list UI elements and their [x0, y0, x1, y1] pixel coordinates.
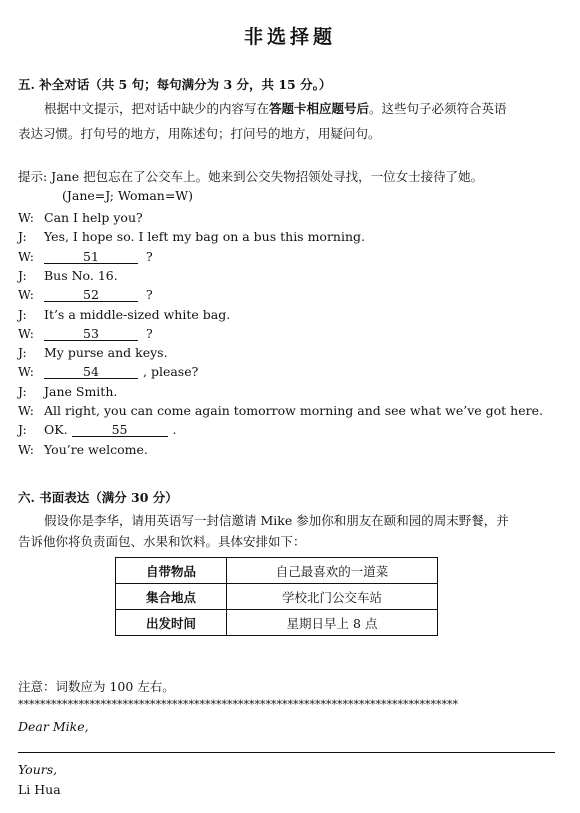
- page-title: 非选择题: [243, 26, 336, 48]
- table-value: 学校北门公交车站: [227, 584, 438, 610]
- speaker-label: J:: [18, 229, 27, 245]
- speaker-label: W:: [18, 325, 34, 341]
- dialogue-punctuation: , please?: [143, 364, 199, 380]
- section6-prompt-line2: 告诉他你将负责面包、水果和饮料。具体安排如下：: [18, 534, 306, 549]
- section5-heading: 五. 补全对话（共 5 句；每句满分为 3 分，共 15 分。）: [18, 77, 332, 92]
- dialogue-line: [18, 403, 543, 418]
- speaker-label: W:: [18, 441, 34, 457]
- speaker-label: W:: [18, 287, 34, 303]
- table-row: [116, 584, 438, 610]
- table-row: [116, 558, 438, 584]
- dialogue-text: You’re welcome.: [44, 441, 148, 457]
- dialogue-text: Yes, I hope so. I left my bag on a bus this morning.: [44, 229, 366, 245]
- dialogue-text: My purse and keys.: [44, 345, 168, 361]
- speaker-label: J:: [18, 383, 27, 399]
- dialogue-line: [18, 249, 153, 264]
- dialogue-punctuation: ?: [146, 248, 153, 264]
- letter-closing: Yours,: [18, 762, 58, 777]
- section6-prompt-line1: 假设你是李华，请用英语写一封信邀请 Mike 参加你和朋友在颐和园的周末野餐，并: [44, 513, 509, 528]
- dialogue-line: [18, 384, 117, 399]
- instruction-text-b: 。这些句子必须符合英语: [369, 101, 507, 116]
- answer-blank[interactable]: 55: [72, 423, 168, 437]
- letter-greeting: Dear Mike,: [18, 719, 89, 734]
- word-count-note: 注意：词数应为 100 左右。: [18, 679, 175, 694]
- table-key: 集合地点: [116, 584, 227, 610]
- dialogue-text: All right, you can come again tomorrow morning and see what we’ve got here.: [44, 403, 543, 418]
- dialogue-line: [18, 422, 177, 437]
- dialogue-punctuation: .: [172, 422, 177, 438]
- dialogue-text: It’s a middle-sized white bag.: [44, 306, 231, 322]
- dialogue-text: OK.: [44, 422, 68, 438]
- section5-instruction-line2: 表达习惯。打句号的地方，用陈述句；打问号的地方，用疑问句。: [18, 126, 381, 141]
- letter-signature: Li Hua: [18, 782, 61, 797]
- section5-instruction-line1: [44, 99, 507, 117]
- dialogue-text: Jane Smith.: [44, 383, 118, 399]
- speaker-label: J:: [18, 422, 27, 438]
- dialogue-punctuation: ?: [146, 287, 153, 303]
- table-key: 自带物品: [116, 558, 227, 584]
- section6-heading: 六. 书面表达（满分 30 分）: [18, 490, 178, 505]
- speaker-label: J:: [18, 306, 27, 322]
- writing-line: [18, 752, 555, 753]
- dialogue-line: [18, 345, 168, 360]
- dialogue-punctuation: ?: [146, 325, 153, 341]
- star-divider: ********************************************************************************: [18, 698, 458, 711]
- instruction-text-a: 根据中文提示，把对话中缺少的内容写在: [44, 101, 270, 116]
- dialogue-line: [18, 268, 118, 283]
- answer-blank[interactable]: 51: [44, 250, 138, 264]
- table-row: [116, 610, 438, 636]
- dialogue-text: Bus No. 16.: [44, 267, 118, 283]
- speaker-label: W:: [18, 403, 34, 418]
- arrangement-table: [115, 557, 438, 636]
- speaker-legend: (Jane=J; Woman=W): [62, 188, 194, 203]
- dialogue-line: [18, 326, 153, 341]
- dialogue-line: [18, 307, 230, 322]
- dialogue-line: [18, 229, 365, 244]
- dialogue-line: [18, 287, 153, 302]
- speaker-label: J:: [18, 267, 27, 283]
- speaker-label: W:: [18, 364, 34, 380]
- table-key: 出发时间: [116, 610, 227, 636]
- table-value: 自己最喜欢的一道菜: [227, 558, 438, 584]
- speaker-label: W:: [18, 248, 34, 264]
- instruction-text-bold: 答题卡相应题号后: [269, 101, 370, 116]
- speaker-label: J:: [18, 345, 27, 361]
- answer-blank[interactable]: 52: [44, 288, 138, 302]
- dialogue-line: [18, 364, 198, 379]
- table-value: 星期日早上 8 点: [227, 610, 438, 636]
- dialogue-line: [18, 442, 148, 457]
- dialogue-line: [18, 210, 143, 225]
- answer-blank[interactable]: 53: [44, 327, 138, 341]
- dialogue-text: Can I help you?: [44, 210, 143, 225]
- speaker-label: W:: [18, 210, 34, 225]
- dialogue-hint: 提示: Jane 把包忘在了公交车上。她来到公交失物招领处寻找，一位女士接待了她。: [18, 169, 484, 184]
- answer-blank[interactable]: 54: [44, 365, 138, 379]
